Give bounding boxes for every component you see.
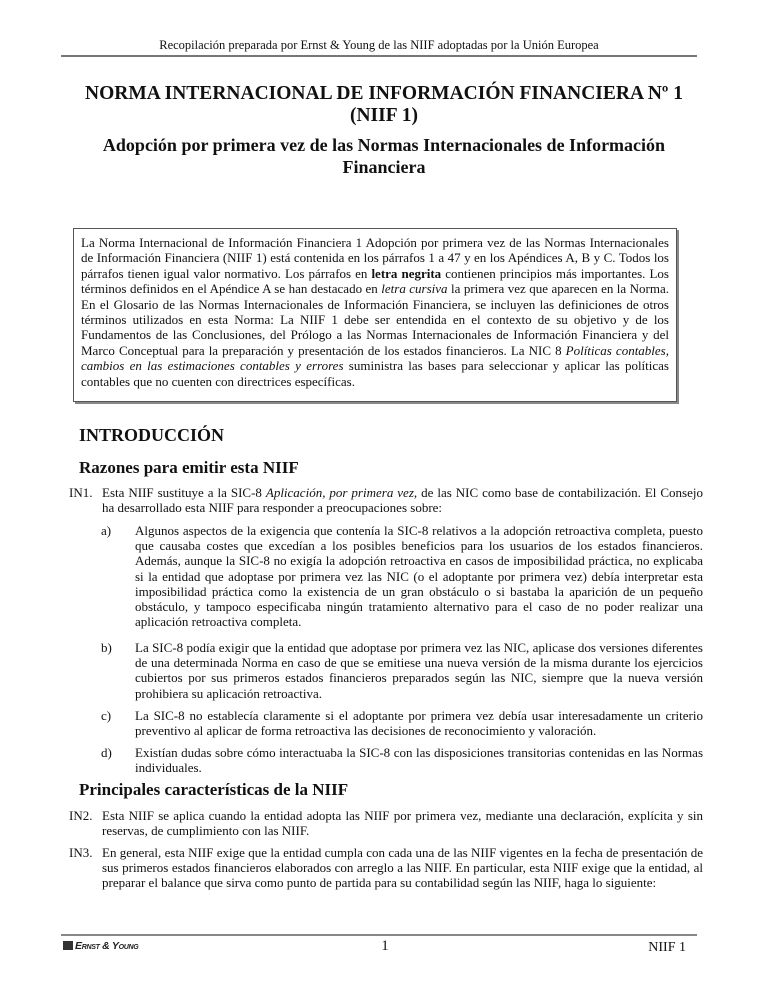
list-item-a: a) Algunos aspectos de la exigencia que contenía la SIC-8 relativos a la adopción retroactiva completa, puesto que causaba costes que excedían a los posibles beneficios para los usuarios de los estados financieros. Además, aunque la SIC-8 no exigía la adopción retroactiva en casos de imposibilidad práctica, no explicaba si la entidad que adoptase por primera vez las NIC (o el adoptante por primera vez) debía interpretar esta imposibilidad práctica como la existencia de un gran obstáculo o si bastaba la aparición de un pequeño obstáculo, y tampoco especificaba ningún tratamiento alternativo para el caso de no poder realizar una aplicación retroactiva completa. — [101, 523, 703, 630]
header-divider — [61, 55, 697, 57]
footer-divider — [61, 934, 697, 936]
list-item-b: b) La SIC-8 podía exigir que la entidad que adoptase por primera vez las NIC, aplicase dos versiones diferentes de una determinada Norma en caso de que se emitiese una nueva versión de la misma durante los ejercicios cubiertos por sus primeros estados financieros preparados según las NIC, siempre que la nueva versión prohibiera su aplicación retroactiva. — [101, 640, 703, 701]
summary-box — [73, 228, 677, 402]
section-heading-razones: Razones para emitir esta NIIF — [79, 458, 299, 477]
page-header: Recopilación preparada por Ernst & Young de las NIIF adoptadas por la Unión Europea — [159, 38, 599, 52]
footer-standard-code: NIIF 1 — [648, 940, 686, 955]
paragraph-in3: IN3. En general, esta NIIF exige que la entidad cumpla con cada una de las NIIF vigentes en la fecha de presentación de sus primeros estados financieros elaborados con arreglo a las NIIF. En particular, esta NIIF exige que la entidad, al preparar el balance que sirva como punto de partida para su contabilidad según las NIIF, haga lo siguiente: — [69, 845, 703, 891]
list-item-c: c) La SIC-8 no establecía claramente si el adoptante por primera vez debía usar interesadamente un criterio preventivo al aplicar de forma retroactiva las decisiones de reconocimiento y valoración. — [101, 708, 703, 739]
list-item-d: d) Existían dudas sobre cómo interactuaba la SIC-8 con las disposiciones transitorias contenidas en las Normas individuales. — [101, 745, 703, 776]
document-title: NORMA INTERNACIONAL DE INFORMACIÓN FINANCIERA Nº 1 — [85, 83, 683, 104]
paragraph-number: IN3. — [69, 845, 93, 860]
document-title-code: (NIIF 1) — [349, 105, 419, 126]
summary-text: La Norma Internacional de Información Financiera 1 Adopción por primera vez de las Normas Internacionales de Información Financiera (NIIF 1) está contenida en los párrafos 1 a 47 y en los Apéndices A, B y C. Todos los párrafos tienen igual valor normativo. Los párrafos en letra negrita contienen principios más importantes. Los términos definidos en el Apéndice A se han destacado en letra cursiva la primera vez que aparecen en la Norma. En el Glosario de las Normas Internacionales de Información Financiera, se incluyen las definiciones de otros términos utilizados en esta Norma: La NIIF 1 debe ser entendida en el contexto de su objetivo y de los Fundamentos de las Conclusiones, del Prólogo a las Normas Internacionales de Información Financiera y del Marco Conceptual para la preparación y presentación de los estados financieros. La NIC 8 Políticas contables, cambios en las estimaciones contables y errores suministra las bases para seleccionar y aplicar las políticas contables que no cuenten con directrices específicas. — [81, 235, 669, 389]
paragraph-in2: IN2. Esta NIIF se aplica cuando la entidad adopta las NIIF por primera vez, mediante una declaración, explícita y sin reservas, de cumplimiento con las NIIF. — [69, 808, 703, 839]
paragraph-in1: IN1. Esta NIIF sustituye a la SIC-8 Aplicación, por primera vez, de las NIC como base de contabilización. El Consejo ha desarrollado esta NIIF para responder a preocupaciones sobre: — [69, 485, 703, 516]
section-heading-principales: Principales características de la NIIF — [79, 780, 349, 799]
paragraph-number: IN1. — [69, 485, 93, 500]
document-subtitle: Adopción por primera vez de las Normas Internacionales de Información — [102, 135, 666, 155]
page-number: 1 — [381, 938, 389, 954]
section-heading-introduccion: INTRODUCCIÓN — [79, 425, 225, 445]
document-subtitle-cont: Financiera — [342, 157, 426, 177]
ernst-young-logo: Ernst & Young — [63, 940, 138, 952]
paragraph-number: IN2. — [69, 808, 93, 823]
logo-mark-icon — [63, 941, 73, 950]
